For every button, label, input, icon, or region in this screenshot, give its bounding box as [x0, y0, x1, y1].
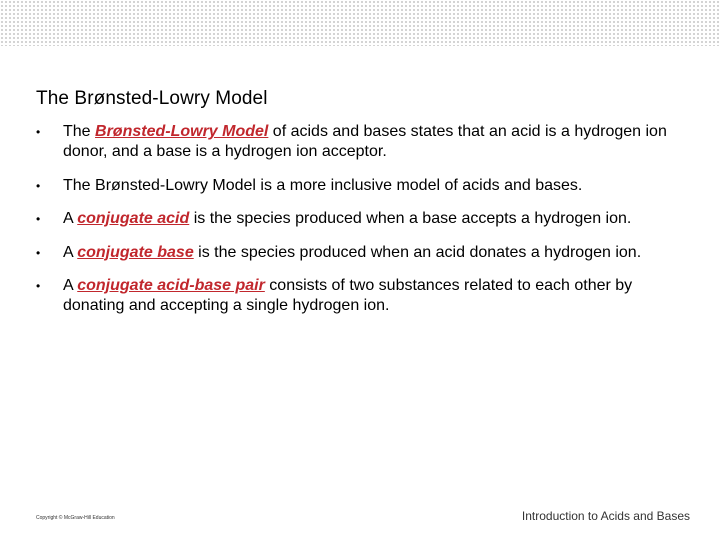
copyright-notice: Copyright © McGraw-Hill Education — [36, 515, 115, 521]
bullet-item — [36, 176, 676, 196]
bullet-item — [36, 243, 676, 263]
bullet-text: A — [63, 277, 78, 294]
bullet-marker: • — [36, 125, 41, 139]
bullet-text: A — [63, 210, 78, 227]
key-term: Brønsted-Lowry Model — [95, 123, 269, 140]
bullet-text: consists of two substances related to each other by donating and accepting a single hydrogen ion. — [63, 277, 633, 314]
bullet-text: The — [63, 123, 96, 140]
bullet-marker: • — [36, 279, 41, 293]
footer-title: Introduction to Acids and Bases — [521, 509, 690, 523]
bullet-marker: • — [36, 212, 41, 226]
bullet-text: A — [63, 243, 78, 261]
decorative-dot-band — [0, 0, 720, 46]
bullet-marker: • — [36, 178, 41, 193]
bullet-item — [36, 276, 676, 316]
bullet-text: is the species produced when an acid donates a hydrogen ion. — [193, 243, 642, 261]
bullet-list — [36, 122, 676, 330]
key-term: conjugate acid — [77, 210, 190, 227]
bullet-marker: • — [36, 245, 41, 260]
bullet-text: of acids and bases states that an acid is a hydrogen ion donor, and a base is a hydrogen ion acceptor. — [63, 123, 667, 160]
bullet-item — [36, 209, 676, 229]
key-term: conjugate base — [77, 243, 194, 261]
bullet-text: is the species produced when a base accepts a hydrogen ion. — [189, 210, 632, 227]
bullet-item — [36, 122, 676, 162]
key-term: conjugate acid-base pair — [77, 277, 265, 294]
bullet-text: The Brønsted-Lowry Model is a more inclusive model of acids and bases. — [63, 176, 583, 194]
slide-title: The Brønsted-Lowry Model — [36, 88, 268, 109]
